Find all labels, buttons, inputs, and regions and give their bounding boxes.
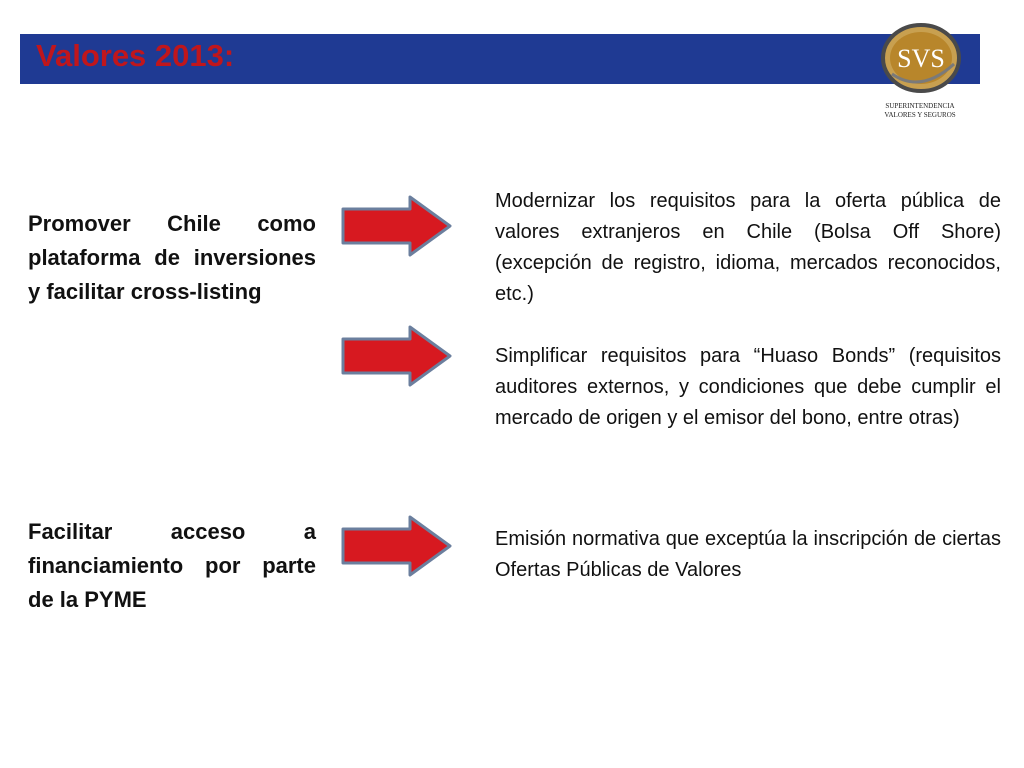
logo-caption-line1: SUPERINTENDENCIA xyxy=(885,102,955,110)
logo-text: SVS xyxy=(897,44,945,73)
action-huaso-bonds: Simplificar requisitos para “Huaso Bonds” (requisitos auditores externos, y condiciones que debe cumplir el mercado de origen y el emisor del bono, entre otras) xyxy=(495,345,1001,429)
action-normative: Emisión normativa que exceptúa la inscripción de ciertas Ofertas Públicas de Valores xyxy=(495,528,1001,581)
logo-caption xyxy=(872,102,968,120)
logo-caption-line2: VALORES Y SEGUROS xyxy=(884,111,956,119)
action-modernize: Modernizar los requisitos para la oferta pública de valores extranjeros en Chile (Bolsa Off Shore) (excepción de registro, idioma, mercados reconocidos, etc.) xyxy=(495,190,1001,305)
arrow-icon xyxy=(340,324,452,388)
arrow-icon xyxy=(340,194,452,258)
goal-pyme-financing: Facilitar acceso a financiamiento por parte de la PYME xyxy=(28,519,316,612)
svs-logo xyxy=(878,18,964,98)
goal-promote-chile: Promover Chile como plataforma de inversiones y facilitar cross-listing xyxy=(28,211,316,304)
arrow-icon xyxy=(340,514,452,578)
page-title: Valores 2013: xyxy=(36,38,235,73)
